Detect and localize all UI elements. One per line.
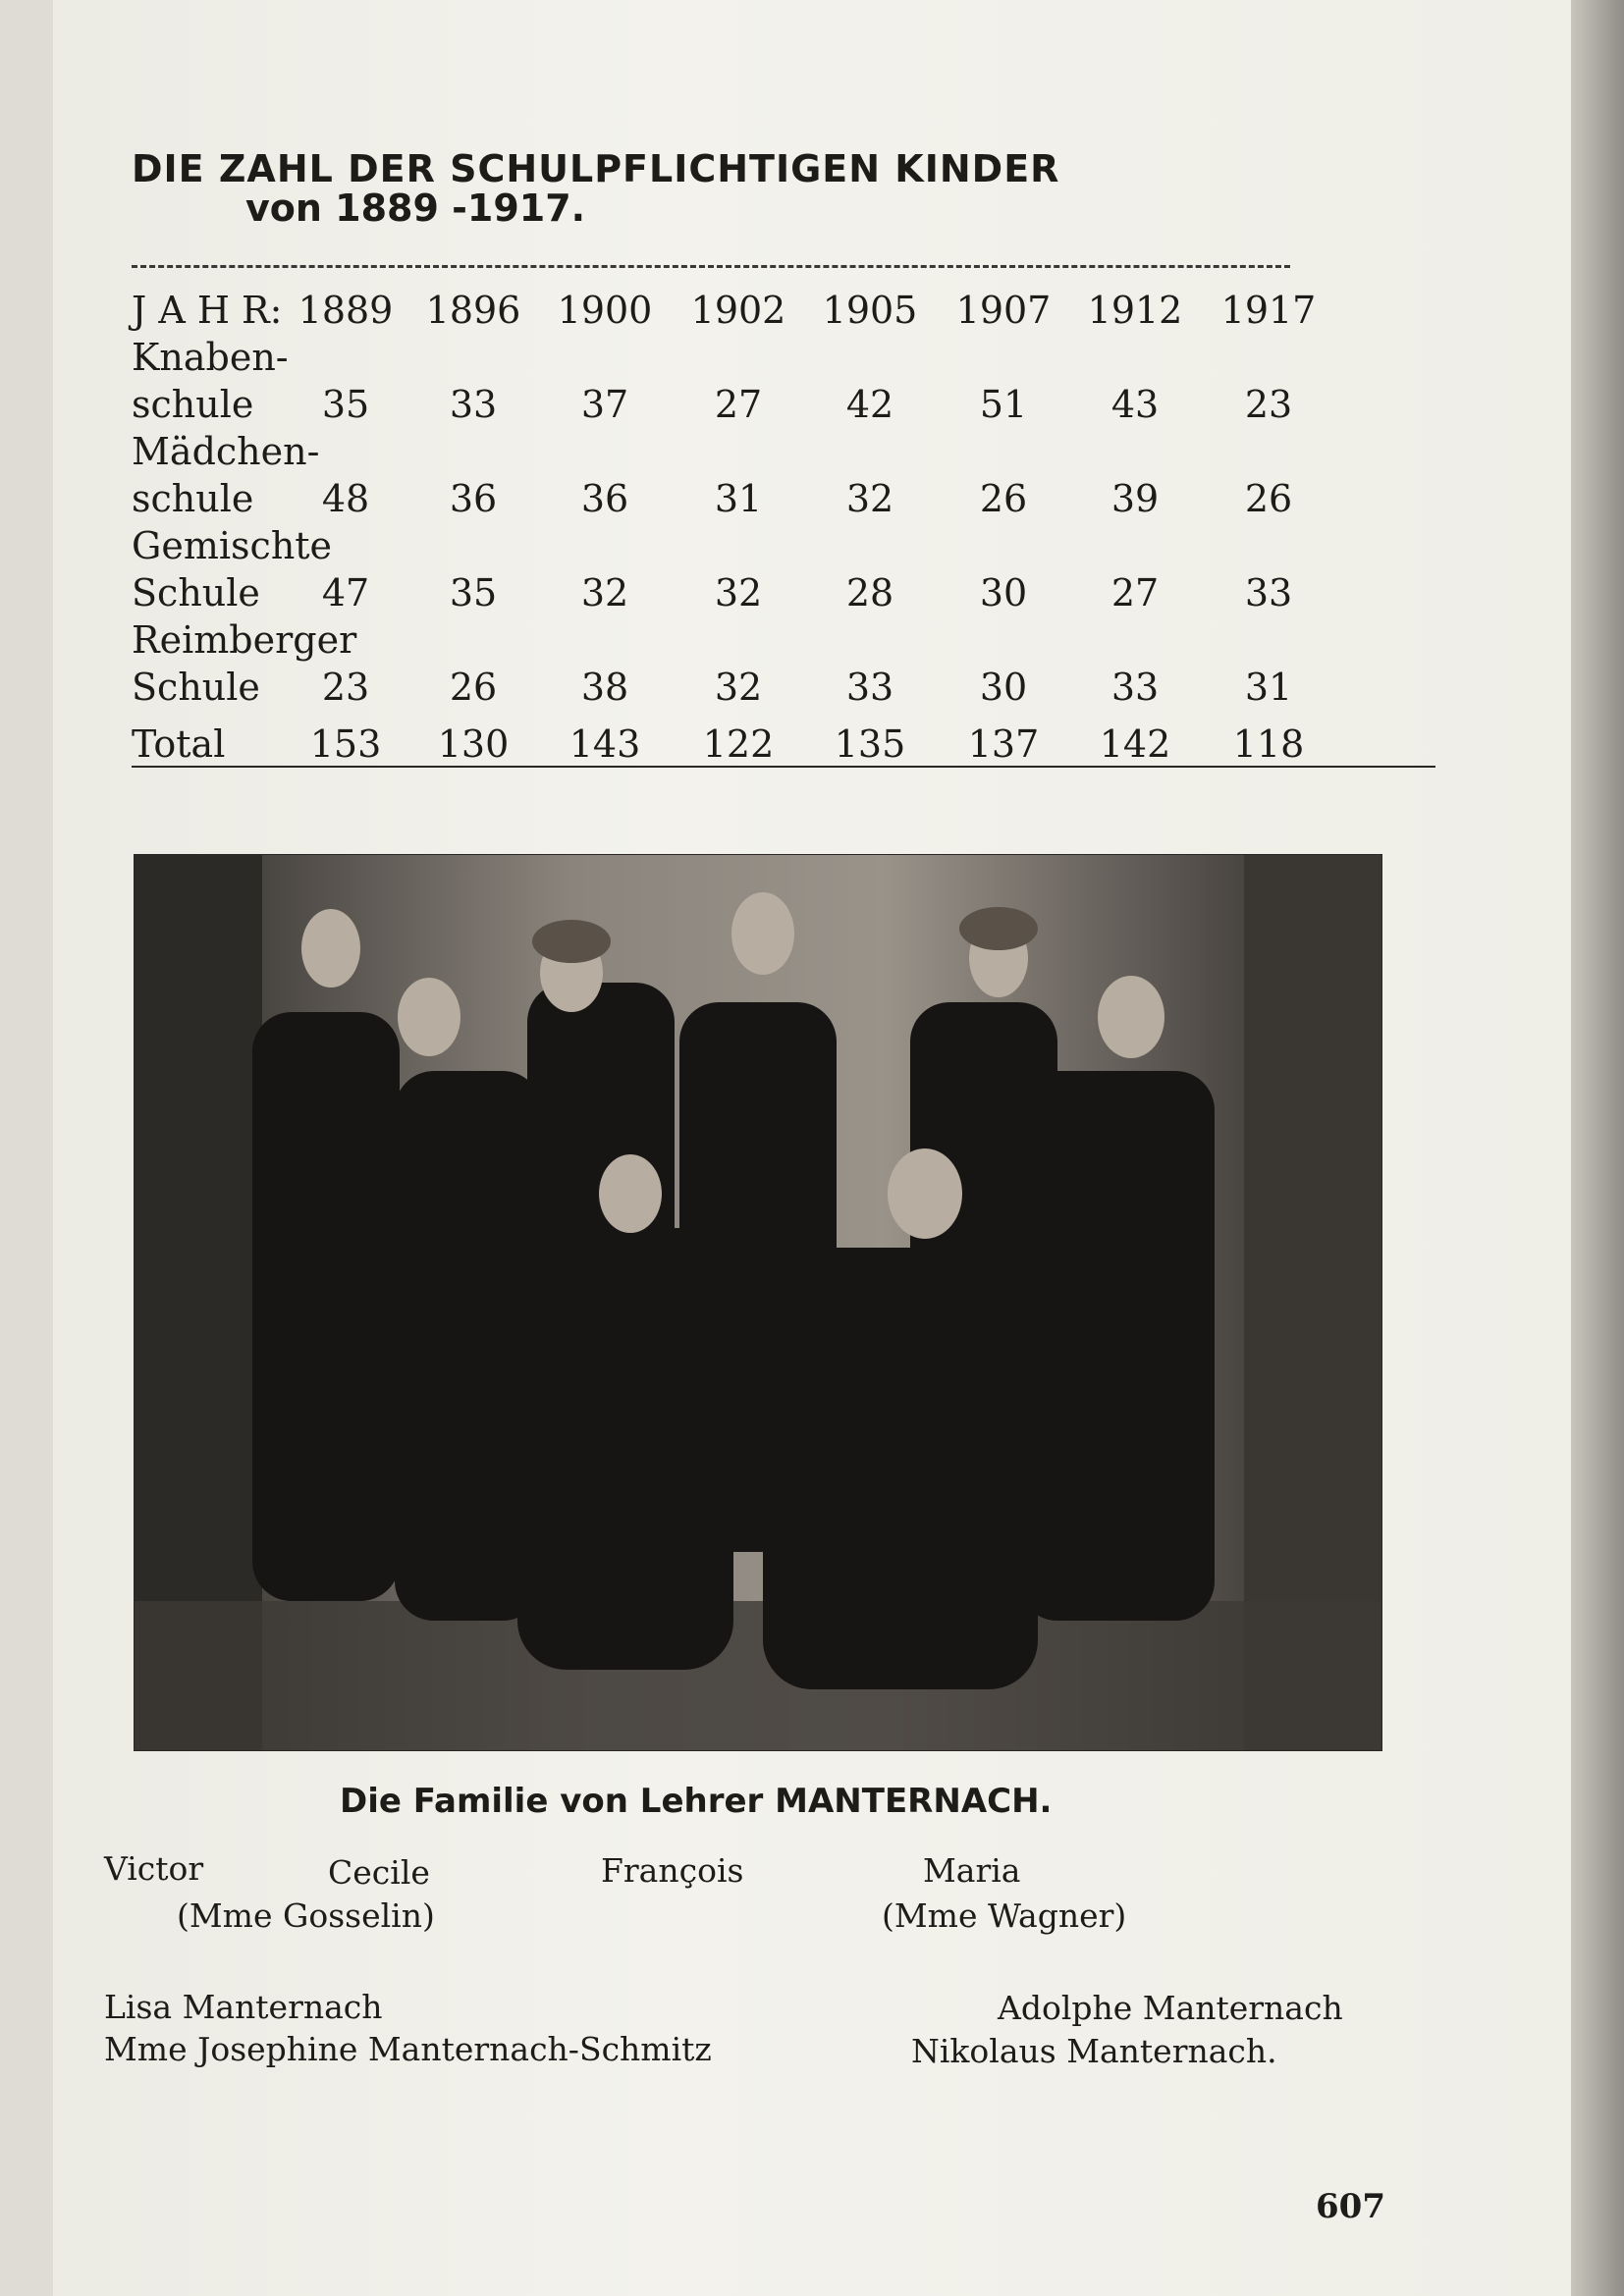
table-cell: 32 xyxy=(580,571,629,614)
table-cell: 1900 xyxy=(557,289,653,332)
table-cell: 23 xyxy=(321,666,370,709)
table-cell: 130 xyxy=(437,722,510,766)
table-row xyxy=(132,664,1437,711)
page-right-shadow xyxy=(1571,0,1624,2296)
table-cell: 35 xyxy=(321,383,370,426)
table-cell: 32 xyxy=(845,477,894,520)
table-row xyxy=(132,381,1437,428)
row-label-line xyxy=(132,334,1437,381)
table-cell: 28 xyxy=(845,571,894,614)
row-label-line xyxy=(132,428,1437,475)
table-cell: 26 xyxy=(449,666,498,709)
table-cell: 1905 xyxy=(822,289,918,332)
name-victor: Victor xyxy=(104,1849,204,1888)
table-cell: 27 xyxy=(1110,571,1160,614)
table-cell: 118 xyxy=(1232,722,1305,766)
table-cell: 1917 xyxy=(1220,289,1317,332)
table-cell: 142 xyxy=(1099,722,1171,766)
table-cell: 31 xyxy=(1244,666,1293,709)
table-cell: 23 xyxy=(1244,383,1293,426)
table-cell: 1902 xyxy=(690,289,786,332)
total-row xyxy=(132,721,1437,768)
table-cell: 33 xyxy=(1244,571,1293,614)
header-row xyxy=(132,287,1437,334)
row-label: Mädchen- xyxy=(132,430,320,473)
row-label: Schule xyxy=(132,571,260,614)
page-left-margin xyxy=(0,0,53,2296)
table-cell: 135 xyxy=(834,722,906,766)
table-cell: 26 xyxy=(979,477,1028,520)
table-cell: 39 xyxy=(1110,477,1160,520)
name-lisa: Lisa Manternach xyxy=(104,1988,383,2026)
page-number: 607 xyxy=(1316,2187,1385,2226)
name-cecile: Cecile xyxy=(328,1853,430,1892)
table-cell: 42 xyxy=(845,383,894,426)
table-cell: 33 xyxy=(449,383,498,426)
table-cell: 1896 xyxy=(425,289,521,332)
table-cell: 1907 xyxy=(955,289,1052,332)
table-row xyxy=(132,475,1437,522)
table-title: DIE ZAHL DER SCHULPFLICHTIGEN KINDER xyxy=(132,147,1060,190)
name-cecile-note: (Mme Gosselin) xyxy=(177,1896,435,1935)
table-cell: 26 xyxy=(1244,477,1293,520)
row-label: J A H R: xyxy=(132,289,283,332)
table-cell: 30 xyxy=(979,666,1028,709)
row-label: Gemischte xyxy=(132,524,333,567)
row-label: schule xyxy=(132,383,254,426)
row-label: Reimberger xyxy=(132,618,357,662)
table-cell: 38 xyxy=(580,666,629,709)
table-row xyxy=(132,569,1437,616)
row-label: Knaben- xyxy=(132,336,289,379)
table-cell: 143 xyxy=(568,722,641,766)
table-cell: 36 xyxy=(449,477,498,520)
row-label-line xyxy=(132,522,1437,569)
table-cell: 47 xyxy=(321,571,370,614)
name-maria-note: (Mme Wagner) xyxy=(882,1896,1127,1935)
table-cell: 32 xyxy=(714,666,763,709)
table-cell: 30 xyxy=(979,571,1028,614)
row-label-line xyxy=(132,616,1437,664)
table-cell: 51 xyxy=(979,383,1028,426)
name-maria: Maria xyxy=(923,1851,1021,1890)
total-divider xyxy=(132,766,1435,768)
table-cell: 1912 xyxy=(1087,289,1183,332)
table-cell: 35 xyxy=(449,571,498,614)
name-adolphe: Adolphe Manternach xyxy=(998,1989,1343,2027)
table-cell: 137 xyxy=(967,722,1040,766)
row-label: Schule xyxy=(132,666,260,709)
dashed-divider xyxy=(132,265,1290,268)
table-cell: 32 xyxy=(714,571,763,614)
table-subtitle: von 1889 -1917. xyxy=(245,187,586,230)
row-label: Total xyxy=(132,722,226,766)
table-cell: 33 xyxy=(1110,666,1160,709)
table-cell: 37 xyxy=(580,383,629,426)
name-francois: François xyxy=(601,1851,744,1890)
table-cell: 43 xyxy=(1110,383,1160,426)
table-cell: 48 xyxy=(321,477,370,520)
photo-caption: Die Familie von Lehrer MANTERNACH. xyxy=(340,1782,1053,1821)
table-cell: 31 xyxy=(714,477,763,520)
table-cell: 36 xyxy=(580,477,629,520)
table-cell: 122 xyxy=(702,722,775,766)
table-cell: 153 xyxy=(309,722,382,766)
table-cell: 1889 xyxy=(298,289,394,332)
name-josephine: Mme Josephine Manternach-Schmitz xyxy=(104,2030,712,2068)
table-cell: 27 xyxy=(714,383,763,426)
name-nikolaus: Nikolaus Manternach. xyxy=(911,2032,1277,2070)
family-photo-figures xyxy=(135,855,1381,1750)
row-label: schule xyxy=(132,477,254,520)
table-cell: 33 xyxy=(845,666,894,709)
family-photo xyxy=(134,854,1382,1751)
